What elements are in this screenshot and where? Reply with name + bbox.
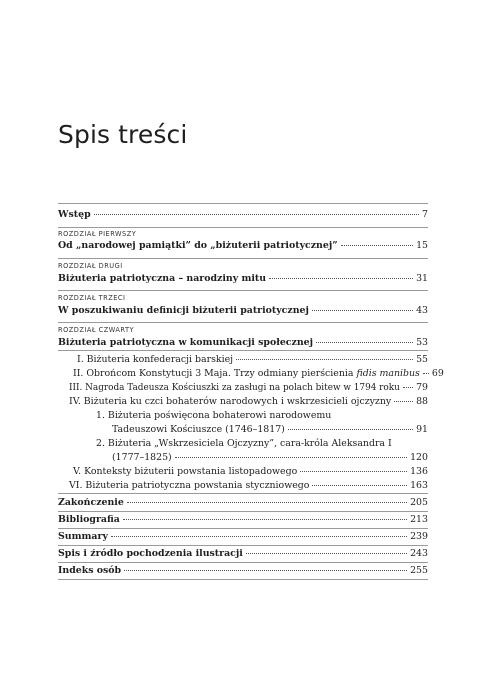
toc-entry-chapter-2: Biżuteria patriotyczna – narodziny mitu 31: [58, 273, 428, 284]
divider: [58, 562, 428, 563]
toc-subentry: VI. Biżuteria patriotyczna powstania styczniowego 163: [69, 480, 428, 491]
toc-subentry: III. Nagroda Tadeusza Kościuszki za zasługi na polach bitew w 1794 roku 79: [69, 382, 428, 393]
dot-leader: [111, 536, 407, 537]
divider: [58, 493, 428, 494]
divider: [58, 258, 428, 259]
toc-entry-chapter-3: W poszukiwaniu definicji biżuterii patriotycznej 43: [58, 305, 428, 316]
toc-entry-chapter-4: Biżuteria patriotyczna w komunikacji społecznej 53: [58, 337, 428, 348]
chapter-label: ROZDZIAŁ DRUGI: [58, 262, 123, 270]
chapter-label: ROZDZIAŁ PIERWSZY: [58, 230, 137, 238]
toc-subentry: IV. Biżuteria ku czci bohaterów narodowych i wskrzesicieli ojczyzny 88: [69, 396, 428, 407]
divider: [58, 203, 428, 204]
dot-leader: [236, 359, 413, 360]
toc-subentry: II. Obrońcom Konstytucji 3 Maja. Trzy odmiany pierścienia fidis manibus 69: [73, 368, 444, 379]
dot-leader: [300, 471, 407, 472]
toc-entry-chapter-1: Od „narodowej pamiątki” do „biżuterii patriotycznej” 15: [58, 240, 428, 251]
dot-leader: [316, 342, 413, 343]
divider: [58, 528, 428, 529]
dot-leader: [394, 401, 413, 402]
divider: [58, 579, 428, 580]
divider: [58, 511, 428, 512]
divider: [58, 227, 428, 228]
divider: [58, 350, 428, 351]
toc-subentry: I. Biżuteria konfederacji barskiej 55: [77, 354, 428, 365]
toc-subentry: 1. Biżuteria poświęcona bohaterowi narodowemu Tadeuszowi Kościuszce (1746–1817) 91: [96, 410, 428, 435]
toc-entry-wstep: Wstęp 7: [58, 209, 428, 220]
toc-entry-ilustracje: Spis i źródło pochodzenia ilustracji 243: [58, 548, 428, 559]
toc-subentry: 2. Biżuteria „Wskrzesiciela Ojczyzny”, cara-króla Aleksandra I (1777–1825) 120: [96, 438, 428, 463]
page-title: Spis treści: [58, 120, 188, 149]
chapter-label: ROZDZIAŁ CZWARTY: [58, 326, 135, 334]
toc-entry-bibliografia: Bibliografia 213: [58, 514, 428, 525]
dot-leader: [312, 485, 407, 486]
divider: [58, 545, 428, 546]
dot-leader: [94, 214, 419, 215]
dot-leader: [127, 502, 407, 503]
toc-entry-summary: Summary 239: [58, 531, 428, 542]
dot-leader: [175, 457, 407, 458]
dot-leader: [423, 373, 429, 374]
dot-leader: [124, 570, 407, 571]
dot-leader: [269, 278, 413, 279]
dot-leader: [312, 310, 413, 311]
chapter-label: ROZDZIAŁ TRZECI: [58, 294, 126, 302]
dot-leader: [403, 387, 413, 388]
dot-leader: [246, 553, 407, 554]
toc-entry-zakonczenie: Zakończenie 205: [58, 497, 428, 508]
divider: [58, 322, 428, 323]
toc-entry-indeks: Indeks osób 255: [58, 565, 428, 576]
dot-leader: [341, 245, 413, 246]
toc-subentry: V. Konteksty biżuterii powstania listopadowego 136: [73, 466, 428, 477]
divider: [58, 290, 428, 291]
dot-leader: [123, 519, 407, 520]
dot-leader: [288, 429, 413, 430]
